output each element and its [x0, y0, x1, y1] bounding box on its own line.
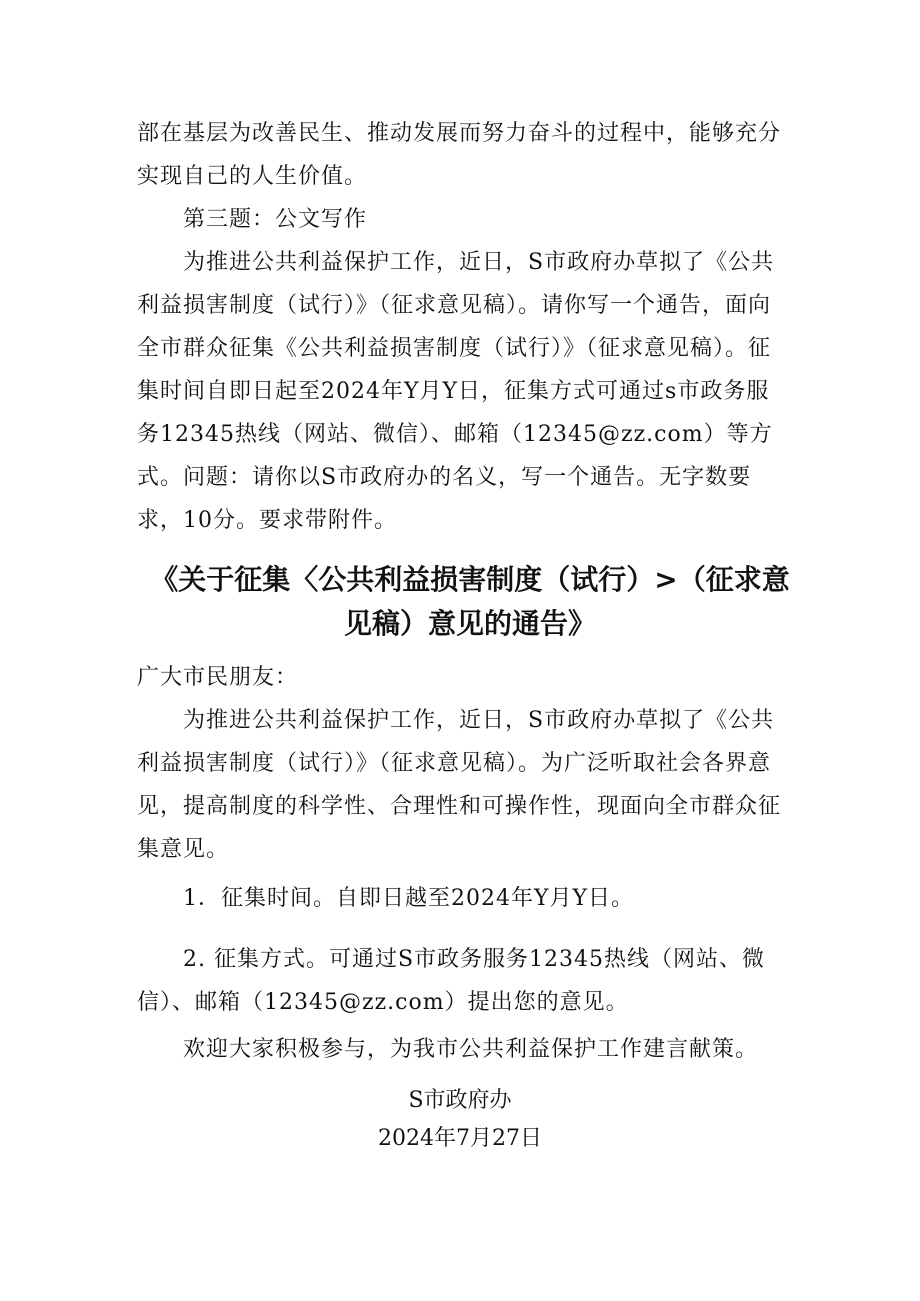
- notice-signer: S市政府办: [408, 1088, 512, 1113]
- notice-date: 2024年7月27日: [378, 1126, 542, 1151]
- notice-body: 为推进公共利益保护工作，近日，S市政府办草拟了《公共利益损害制度（试行）》（征求意见稿）。为广泛听取社会各界意见，提高制度的科学性、合理性和可操作性，现面向全市群众征集意见。: [137, 708, 782, 862]
- question-requirement: 问题：请你以S市政府办的名义，写一个通告。无字数要求，10分。要求带附件。: [137, 465, 752, 533]
- notice-salutation: 广大市民朋友：: [137, 665, 299, 690]
- question-description: 为推进公共利益保护工作，近日，S市政府办草拟了《公共利益损害制度（试行）》（征求意见稿）。请你写一个通告，面向全市群众征集《公共利益损害制度（试行）》（征求意见稿）。征集时间自即日起至2024年Y月Y日，征集方式可通过s市政务服务12345热线（网站、微信）、邮箱（12345@zz.com）等方式。: [137, 250, 775, 490]
- notice-title: 《关于征集〈公共利益损害制度（试行）>（征求意见稿）意见的通告》: [150, 563, 790, 640]
- notice-item-method: 2. 征集方式。可通过S市政务服务12345热线（网站、微信）、邮箱（12345@zz.com）提出您的意见。: [137, 947, 766, 1015]
- notice-closing: 欢迎大家积极参与，为我市公共利益保护工作建言献策。: [183, 1037, 759, 1062]
- notice-item-time: 1．征集时间。自即日越至2024年Y月Y日。: [183, 886, 635, 911]
- question-heading: 第三题：公文写作: [183, 207, 368, 232]
- intro-paragraph-conclusion: 部在基层为改善民生、推动发展而努力奋斗的过程中，能够充分实现自己的人生价值。: [137, 121, 782, 189]
